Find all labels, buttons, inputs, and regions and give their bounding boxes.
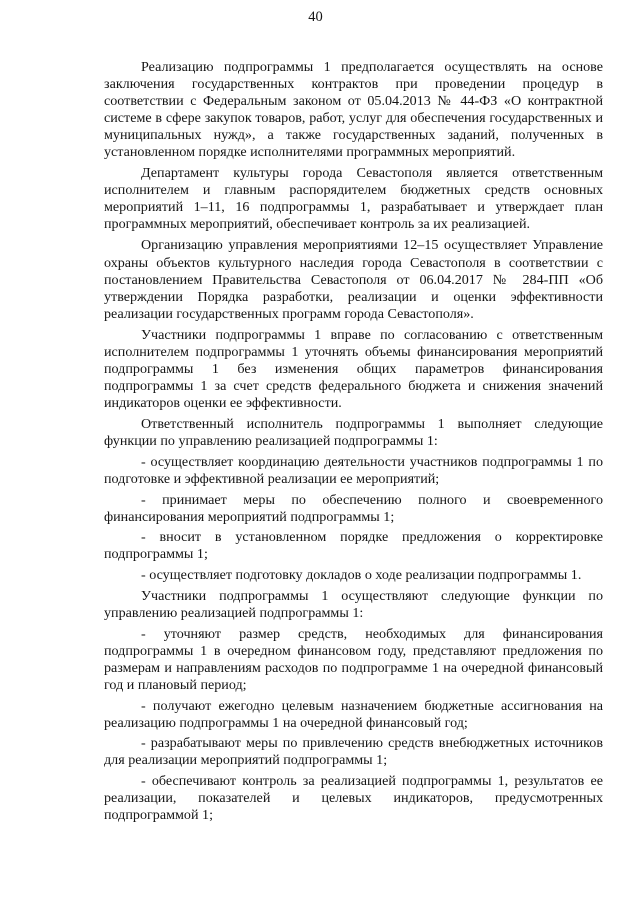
list-item-funds-clarification: - уточняют размер средств, необходимых для финансирования подпрограммы 1 в очередном финансовом году, представляют предложения по размерам и направлениям расходов по подпрограмме 1 на очередной финансовый год и плановый период;	[104, 625, 603, 693]
list-item-coordination: - осуществляет координацию деятельности участников подпрограммы 1 по подготовке и эффективной реализации ее мероприятий;	[104, 454, 603, 488]
list-item-implementation-control: - обеспечивают контроль за реализацией подпрограммы 1, результатов ее реализации, показателей и целевых индикаторов, предусмотренных подпрограммой 1;	[104, 772, 603, 824]
list-item-reports: - осуществляет подготовку докладов о ходе реализации подпрограммы 1.	[141, 567, 582, 584]
list-item-budget-allocations: - получают ежегодно целевым назначением бюджетные ассигнования на реализацию подпрограммы 1 на очередной финансовый год;	[104, 697, 603, 731]
paragraph-contract-basis: Реализацию подпрограммы 1 предполагается осуществлять на основе заключения государственных контрактов при проведении процедур в соответствии с Федеральным законом от 05.04.2013 № 44-ФЗ «О контрактной системе в сфере закупок товаров, работ, услуг для обеспечения государственных и муниципальных нужд», а также государственных заданий, полученных в установленном порядке исполнителями программных мероприятий.	[104, 59, 603, 161]
paragraph-participants-rights: Участники подпрограммы 1 вправе по согласованию с ответственным исполнителем подпрограммы 1 уточнять объемы финансирования мероприятий подпрограммы 1 без изменения общих параметров финансирования подпрограммы 1 за счет средств федерального бюджета и снижения значений индикаторов оценки ее эффективности.	[104, 326, 603, 411]
list-item-correction-proposals: - вносит в установленном порядке предложения о корректировке подпрограммы 1;	[104, 529, 603, 563]
list-item-extrabudgetary-sources: - разрабатывают меры по привлечению средств внебюджетных источников для реализации мероприятий подпрограммы 1;	[104, 735, 603, 769]
paragraph-culture-department: Департамент культуры города Севастополя является ответственным исполнителем и главным распорядителем бюджетных средств основных мероприятий 1–11, 16 подпрограммы 1, разрабатывает и утверждает план программных мероприятий, обеспечивает контроль за их реализацией.	[104, 165, 603, 233]
document-body	[104, 59, 603, 828]
page-number: 40	[308, 9, 323, 25]
paragraph-heritage-management: Организацию управления мероприятиями 12–15 осуществляет Управление охраны объектов культурного наследия города Севастополя в соответствии с постановлением Правительства Севастополя от 06.04.2017 № 284-ПП «Об утверждении Порядка разработки, реализации и оценки эффективности реализации государственных программ города Севастополя».	[104, 237, 603, 322]
list-item-financing-measures: - принимает меры по обеспечению полного и своевременного финансирования мероприятий подпрограммы 1;	[104, 491, 603, 525]
paragraph-participants-functions-intro: Участники подпрограммы 1 осуществляют следующие функции по управлению реализацией подпрограммы 1:	[104, 587, 603, 621]
paragraph-executor-functions-intro: Ответственный исполнитель подпрограммы 1 выполняет следующие функции по управлению реализацией подпрограммы 1:	[104, 415, 603, 449]
